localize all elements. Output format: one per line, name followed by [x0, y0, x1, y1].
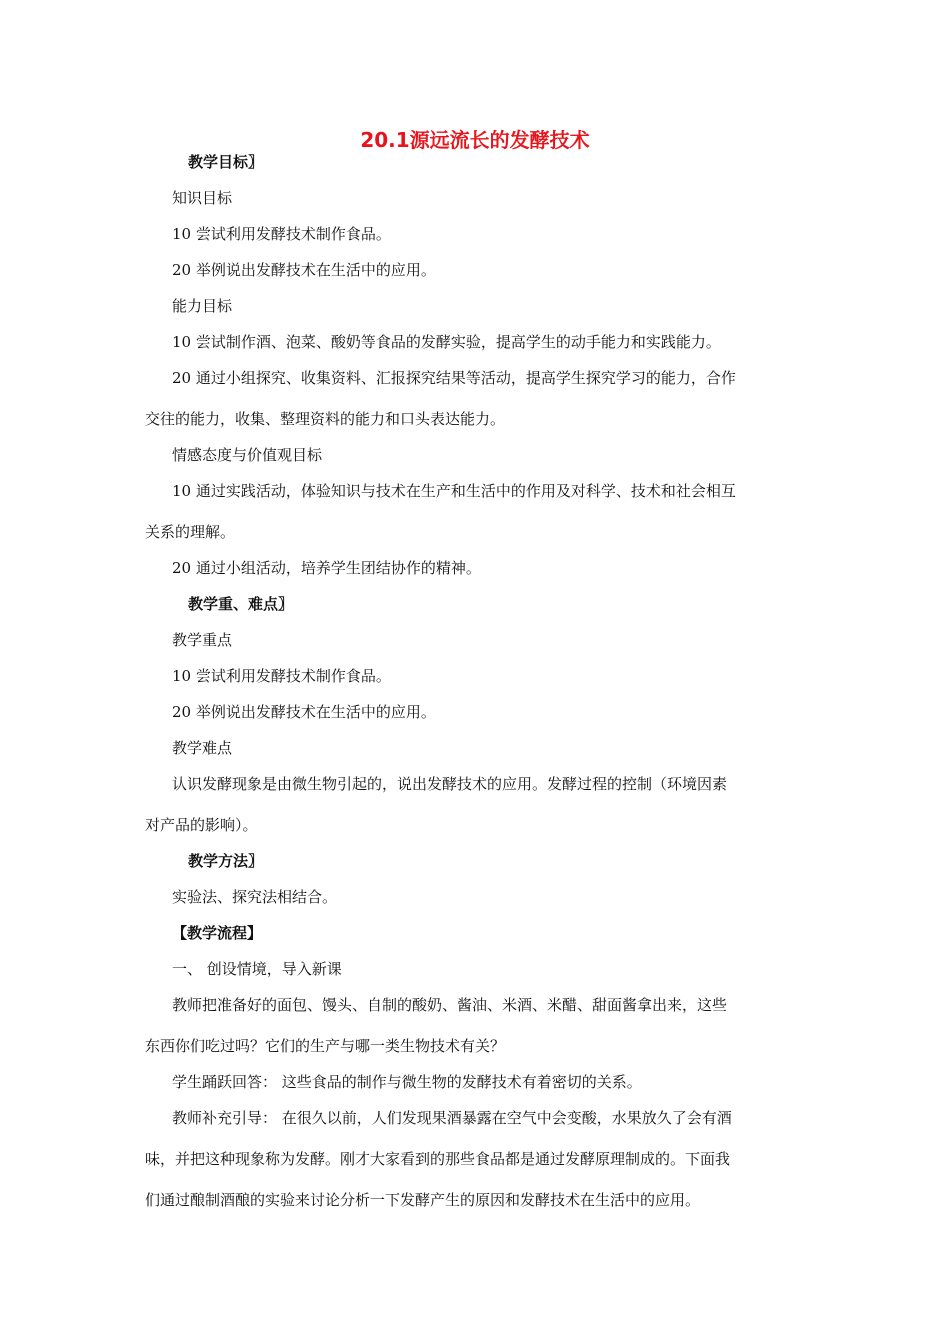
subheading-difficulty: 教学难点	[172, 739, 233, 757]
section-heading-objectives: 教学目标〗	[188, 153, 264, 171]
paragraph-line: 学生踊跃回答： 这些食品的制作与微生物的发酵技术有着密切的关系。	[172, 1073, 642, 1091]
paragraph-line: 东西你们吃过吗？它们的生产与哪一类生物技术有关？	[145, 1037, 506, 1055]
section-heading-key-points: 教学重、难点〗	[188, 595, 294, 613]
paragraph-line: 们通过酿制酒酿的实验来讨论分析一下发酵产生的原因和发酵技术在生活中的应用。	[145, 1191, 701, 1209]
paragraph-line: 10 通过实践活动，体验知识与技术在生产和生活中的作用及对科学、技术和社会相互	[172, 482, 736, 500]
paragraph-line: 20 举例说出发酵技术在生活中的应用。	[172, 261, 436, 279]
subheading-key-point: 教学重点	[172, 631, 233, 649]
paragraph-line: 味，并把这种现象称为发酵。刚才大家看到的那些食品都是通过发酵原理制成的。下面我	[145, 1150, 731, 1168]
paragraph-line: 关系的理解。	[145, 523, 236, 541]
paragraph-line: 10 尝试利用发酵技术制作食品。	[172, 667, 391, 685]
paragraph-line: 10 尝试利用发酵技术制作食品。	[172, 225, 391, 243]
paragraph-line: 认识发酵现象是由微生物引起的，说出发酵技术的应用。发酵过程的控制（环境因素	[172, 775, 728, 793]
paragraph-line: 交往的能力，收集、整理资料的能力和口头表达能力。	[145, 410, 506, 428]
section-heading-process: 【教学流程】	[172, 924, 263, 942]
paragraph-line: 对产品的影响）。	[145, 816, 258, 834]
paragraph-line: 20 举例说出发酵技术在生活中的应用。	[172, 703, 436, 721]
step-heading: 一、 创设情境，导入新课	[172, 960, 342, 978]
subheading-attitude: 情感态度与价值观目标	[172, 446, 323, 464]
paragraph-line: 教师把准备好的面包、馒头、自制的酸奶、酱油、米酒、米醋、甜面酱拿出来，这些	[172, 996, 728, 1014]
paragraph-line: 10 尝试制作酒、泡菜、酸奶等食品的发酵实验，提高学生的动手能力和实践能力。	[172, 333, 721, 351]
paragraph-line: 实验法、探究法相结合。	[172, 888, 338, 906]
paragraph-line: 20 通过小组探究、收集资料、汇报探究结果等活动，提高学生探究学习的能力，合作	[172, 369, 736, 387]
paragraph-line: 教师补充引导： 在很久以前，人们发现果酒暴露在空气中会变酸，水果放久了会有酒	[172, 1109, 732, 1127]
subheading-knowledge: 知识目标	[172, 189, 233, 207]
paragraph-line: 20 通过小组活动，培养学生团结协作的精神。	[172, 559, 481, 577]
subheading-ability: 能力目标	[172, 297, 233, 315]
document-title: 20.1源远流长的发酵技术	[360, 128, 590, 152]
section-heading-methods: 教学方法〗	[188, 852, 264, 870]
